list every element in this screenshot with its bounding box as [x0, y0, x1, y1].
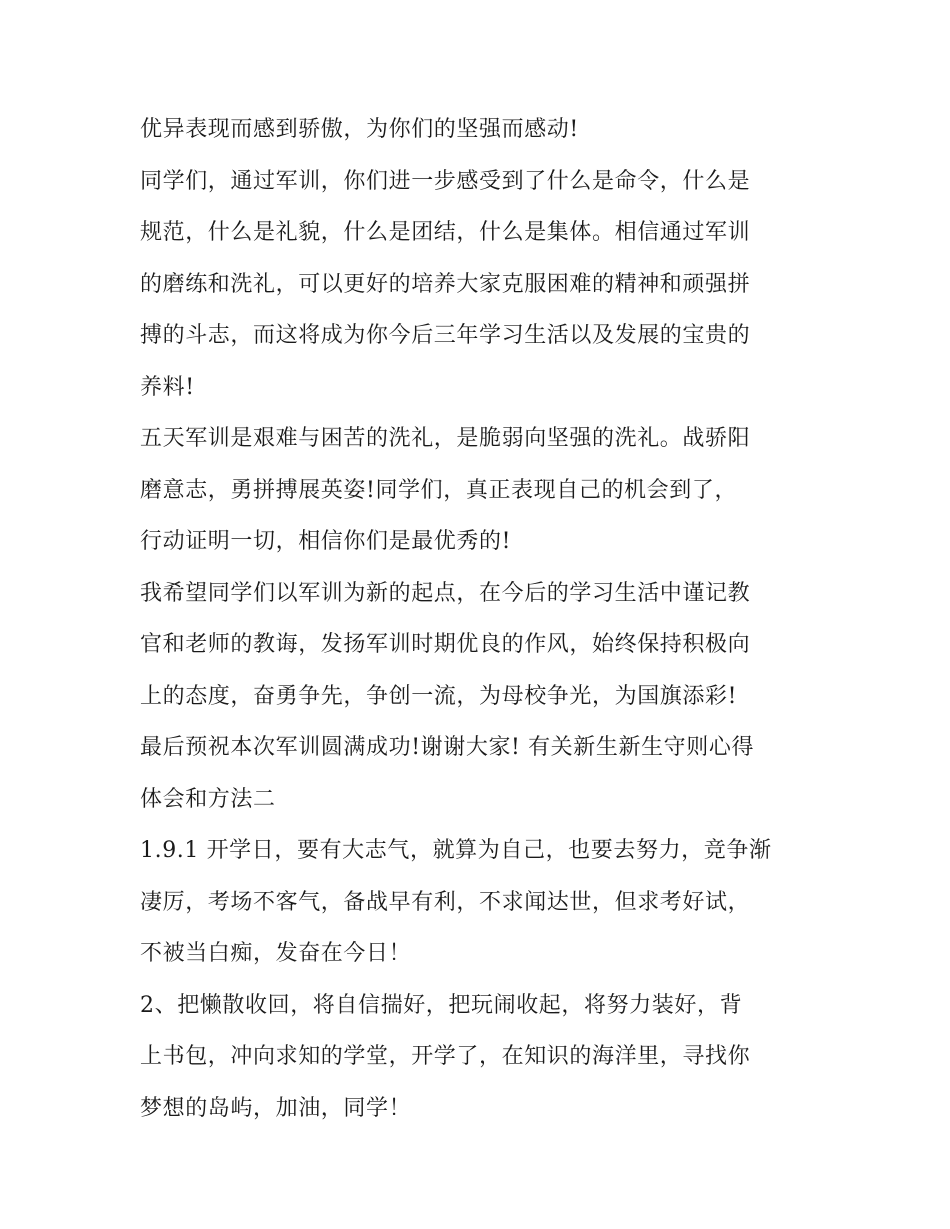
text-line: 上的态度，奋勇争先，争创一流，为母校争光，为国旗添彩!: [140, 683, 738, 709]
text-line: 行动证明一切，相信你们是最优秀的!: [140, 529, 512, 554]
text-line: 1.9.1 开学日，要有大志气，就算为自己，也要去努力，竞争渐: [140, 838, 772, 863]
text-line: 不被当白痴，发奋在今日！: [140, 941, 412, 966]
text-line: 规范，什么是礼貌，什么是团结，什么是集体。相信通过军训: [140, 220, 751, 245]
text-line: 凄厉，考场不客气，备战早有利，不求闻达世，但求考好试，: [140, 889, 751, 915]
text-line: 体会和方法二: [140, 786, 276, 812]
text-line: 官和老师的教诲，发扬军训时期优良的作风，始终保持积极向: [140, 632, 751, 657]
text-line: 梦想的岛屿，加油，同学！: [140, 1095, 412, 1121]
text-line: 养料!: [140, 374, 195, 400]
text-line: 搏的斗志，而这将成为你今后三年学习生活以及发展的宝贵的: [140, 323, 751, 348]
text-line: 我希望同学们以军训为新的起点，在今后的学习生活中谨记教: [140, 580, 751, 606]
text-line: 五天军训是艰难与困苦的洗礼，是脆弱向坚强的洗礼。战骄阳: [140, 426, 751, 451]
text-line: 的磨练和洗礼，可以更好的培养大家克服困难的精神和顽强拼: [140, 271, 751, 297]
text-line: 最后预祝本次军训圆满成功!谢谢大家! 有关新生新生守则心得: [140, 735, 755, 760]
text-line: 2、把懒散收回，将自信揣好，把玩闹收起，将努力装好，背: [140, 992, 743, 1018]
text-line: 优异表现而感到骄傲，为你们的坚强而感动!: [140, 117, 579, 142]
text-line: 磨意志，勇拼搏展英姿!同学们，真正表现自己的机会到了，: [140, 477, 738, 503]
text-line: 同学们，通过军训，你们进一步感受到了什么是命令，什么是: [140, 168, 751, 194]
text-line: 上书包，冲向求知的学堂，开学了，在知识的海洋里，寻找你: [140, 1044, 751, 1069]
document-body: [140, 108, 830, 1138]
